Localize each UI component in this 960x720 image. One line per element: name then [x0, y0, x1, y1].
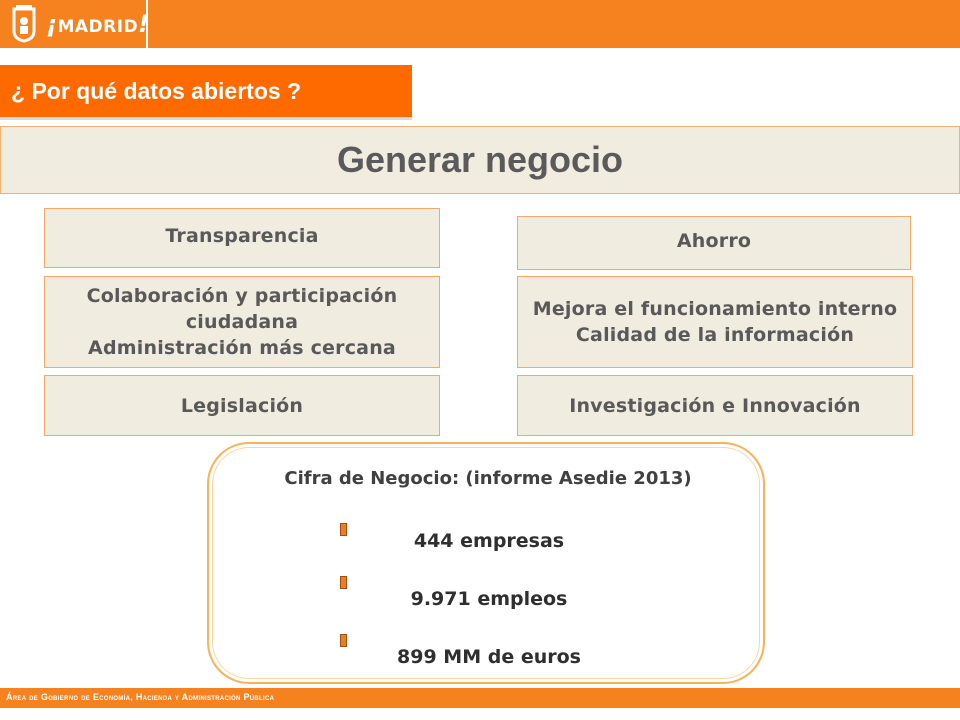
logo-wordmark: ¡MADRID!: [46, 10, 150, 38]
box-label-line-1: Mejora el funcionamiento interno: [532, 298, 898, 320]
madrid-logo: [0, 0, 148, 48]
business-figures-title: Cifra de Negocio: (informe Asedie 2013): [284, 468, 692, 489]
box-label-line-1: Colaboración y participación: [86, 285, 398, 307]
box-label: Ahorro: [676, 230, 752, 252]
box-label: Transparencia: [165, 225, 319, 247]
box-label: Legislación: [180, 394, 304, 417]
box-mejora: [517, 276, 913, 368]
box-ahorro: [517, 216, 911, 270]
section-title: ¿ Por qué datos abiertos ?: [11, 78, 302, 104]
top-bar: [0, 0, 960, 48]
business-figures-panel: [207, 442, 765, 684]
footer-text: Área de Gobierno de Economía, Hacienda y Administración Pública: [6, 692, 275, 702]
headline-text: Generar negocio: [336, 139, 624, 180]
footer-bar: [0, 688, 960, 708]
figure-companies: 444 empresas: [413, 530, 565, 552]
headline-banner: [0, 126, 960, 194]
box-investigacion: [517, 375, 913, 436]
madrid-crest-icon: [10, 5, 38, 43]
box-label-line-2: ciudadana: [185, 311, 299, 333]
box-label: Investigación e Innovación: [569, 394, 861, 417]
section-title-tab: [0, 65, 412, 120]
box-label-line-3: Administración más cercana: [88, 337, 396, 359]
figure-jobs: 9.971 empleos: [410, 588, 568, 610]
box-transparencia: [44, 208, 440, 268]
box-legislacion: [44, 375, 440, 436]
box-label-line-2: Calidad de la información: [575, 324, 855, 346]
box-colaboracion: [44, 276, 440, 368]
figure-revenue: 899 MM de euros: [397, 646, 581, 668]
